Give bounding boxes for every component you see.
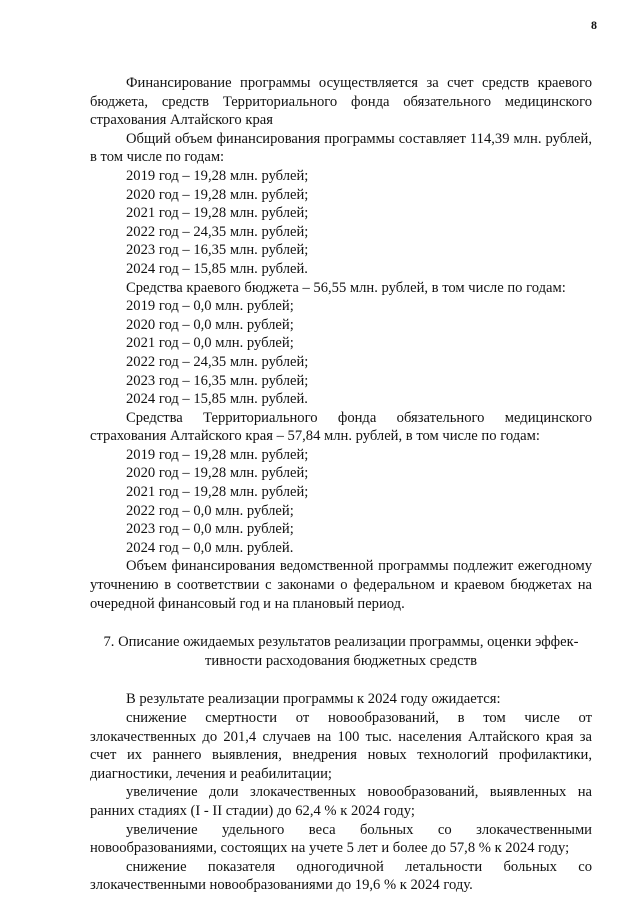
regional-year-line: 2023 год – 16,35 млн. рублей; — [126, 372, 309, 389]
total-year-line: 2022 год – 24,35 млн. рублей; — [126, 223, 309, 240]
fund-year-line: 2019 год – 19,28 млн. рублей; — [126, 446, 309, 463]
total-year-line: 2024 год – 15,85 млн. рублей. — [126, 260, 308, 277]
total-year-line: 2023 год – 16,35 млн. рублей; — [126, 242, 309, 259]
fund-paragraph: Средства Территориального фонда обязательного медицинского страхования Алтайского края – 57,84 млн. рублей, в том числе по годам: — [90, 409, 592, 445]
result-item-paragraph: снижение показателя одногодичной летальности больных со злокачественными новообразованиями до 19,6 % к 2024 году. — [90, 858, 592, 894]
section-heading-line: тивности расходования бюджетных средств — [205, 652, 477, 669]
result-item-paragraph: увеличение доли злокачественных новообразований, выявленных на ранних стадиях (I - II стадии) до 62,4 % к 2024 году; — [90, 784, 592, 819]
regional-year-line: 2019 год – 0,0 млн. рублей; — [126, 298, 294, 315]
funding-note-paragraph: Объем финансирования ведомственной программы подлежит ежегодному уточнению в соответствии с законами о федеральном и краевом бюджетах на очередной финансовый год и на плановый период. — [90, 558, 592, 612]
regional-year-line: 2020 год – 0,0 млн. рублей; — [126, 316, 294, 333]
funding-intro-paragraph: Финансирование программы осуществляется за счет средств краевого бюджета, средств Территориального фонда обязательного медицинского страхования Алтайского края — [90, 75, 592, 129]
fund-year-line: 2023 год – 0,0 млн. рублей; — [126, 521, 294, 538]
total-year-line: 2021 год – 19,28 млн. рублей; — [126, 205, 309, 222]
fund-year-line: 2021 год – 19,28 млн. рублей; — [126, 484, 309, 501]
section-heading — [90, 633, 592, 670]
regional-year-line: 2021 год – 0,0 млн. рублей; — [126, 335, 294, 352]
total-year-line: 2019 год – 19,28 млн. рублей; — [126, 167, 309, 184]
regional-budget-paragraph: Средства краевого бюджета – 56,55 млн. рублей, в том числе по годам: — [126, 279, 566, 296]
result-item-paragraph: снижение смертности от новообразований, в том числе от злокачественных до 201,4 случаев на 100 тыс. населения Алтайского края за счет их раннего выявления, внедрения новых технологий профилактики, диагностики, лечения и реабилитации; — [90, 710, 592, 782]
section-heading-line: 7. Описание ожидаемых результатов реализации программы, оценки эффек- — [103, 634, 579, 651]
fund-year-line: 2020 год – 19,28 млн. рублей; — [126, 465, 309, 482]
fund-year-line: 2024 год – 0,0 млн. рублей. — [126, 539, 294, 556]
document-body — [90, 74, 592, 895]
fund-year-line: 2022 год – 0,0 млн. рублей; — [126, 502, 294, 519]
total-year-line: 2020 год – 19,28 млн. рублей; — [126, 186, 309, 203]
regional-year-line: 2022 год – 24,35 млн. рублей; — [126, 353, 309, 370]
result-item-paragraph: увеличение удельного веса больных со злокачественными новообразованиями, состоящих на учете 5 лет и более до 57,8 % к 2024 году; — [90, 821, 592, 857]
results-intro-paragraph: В результате реализации программы к 2024 году ожидается: — [126, 691, 501, 708]
funding-total-paragraph: Общий объем финансирования программы составляет 114,39 млн. рублей, в том числе по годам: — [90, 130, 592, 166]
page-number: 8 — [591, 18, 597, 32]
regional-year-line: 2024 год – 15,85 млн. рублей. — [126, 391, 308, 408]
